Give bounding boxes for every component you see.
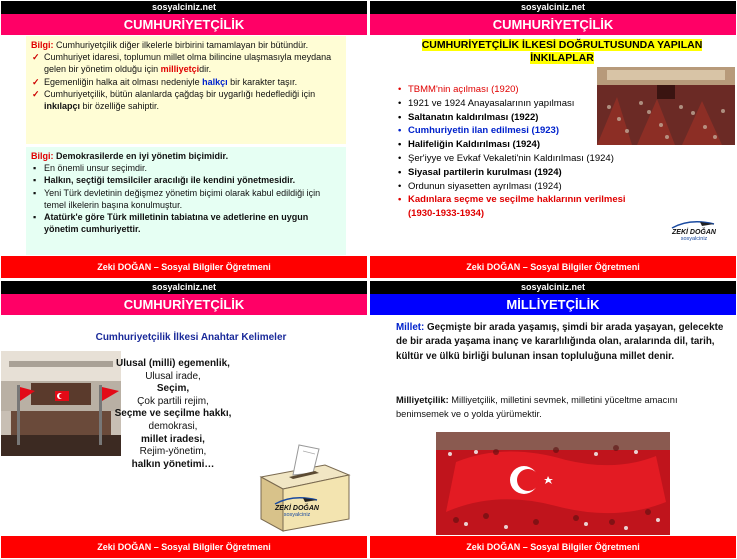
list-item: • 1921 ve 1924 Anayasalarının yapılması	[398, 97, 575, 109]
check-icon: ✓	[32, 88, 40, 99]
bullet-icon: •	[398, 139, 402, 151]
footer: Zeki DOĞAN – Sosyal Bilgiler Öğretmeni	[370, 536, 736, 558]
milliyetcilik-label: Milliyetçilik:	[396, 395, 449, 405]
slide-cumhuriyetcilik-2	[370, 1, 736, 278]
flag-crowd-photo	[436, 432, 670, 535]
keyword: millet iradesi,	[141, 433, 205, 445]
slide-title: CUMHURİYETÇİLİK	[370, 14, 736, 35]
list-item: • Siyasal partilerin kurulması (1924)	[398, 166, 562, 178]
list-item: ▪ En önemli unsur seçimdir.	[33, 163, 148, 174]
keywords-list	[103, 358, 243, 471]
list-item: • Kadınlara seçme ve seçilme haklarının verilmesi	[398, 194, 626, 206]
info-intro: Bilgi: Demokrasilerde en iyi yönetim biçimidir.	[31, 151, 229, 161]
bullet-icon: •	[398, 125, 402, 137]
info-intro: Bilgi: Cumhuriyetçilik diğer ilkelerle birbirini tamamlayan bir bütündür.	[31, 40, 309, 50]
check-icon: ✓	[32, 52, 40, 63]
footer: Zeki DOĞAN – Sosyal Bilgiler Öğretmeni	[1, 536, 367, 558]
list-item: • Halifeliğin Kaldırılması (1924)	[398, 139, 540, 151]
list-item: • Ordunun siyasetten ayrılması (1924)	[398, 180, 562, 192]
list-item: • Şer'iyye ve Evkaf Vekaleti'nin Kaldırılması (1924)	[398, 152, 614, 164]
list-item: ▪ Halkın, seçtiği temsilciler aracılığı ile kendini yönetmesidir.	[33, 175, 296, 186]
slide-title: CUMHURİYETÇİLİK	[1, 14, 367, 35]
square-bullet-icon: ▪	[33, 163, 37, 174]
bullet-list	[31, 162, 341, 235]
keyword: Çok partili rejim,	[137, 395, 209, 407]
square-bullet-icon: ▪	[33, 212, 37, 223]
list-item: ▪ Atatürk'e göre Türk milletinin tabiatına ve adetlerine en uygun yönetim cumhuriyettir.	[33, 212, 309, 235]
site-header: sosyalciniz.net	[370, 281, 736, 294]
info-box-1	[26, 36, 346, 144]
info-label: Bilgi:	[31, 40, 54, 50]
reforms-list	[398, 83, 733, 221]
bullet-icon: •	[398, 111, 402, 123]
author-logo: ZEKİ DOĞAN sosyalciniz	[666, 220, 722, 244]
footer: Zeki DOĞAN – Sosyal Bilgiler Öğretmeni	[1, 256, 367, 278]
square-bullet-icon: ▪	[33, 175, 37, 186]
keyword: Ulusal (milli) egemenlik,	[116, 358, 230, 369]
author-logo: ZEKİ DOĞAN sosyalciniz	[269, 496, 325, 520]
list-item: • Saltanatın kaldırılması (1922)	[398, 111, 539, 123]
keyword: Seçme ve seçilme hakkı,	[114, 408, 232, 420]
list-item: ✓ Cumhuriyet idaresi, toplumun millet olma bilincine ulaşmasıyla meydana gelen bir yönetim olduğu için milliyetçidir.	[32, 52, 332, 75]
slide-title: CUMHURİYETÇİLİK	[1, 294, 367, 315]
bullet-icon: •	[398, 152, 402, 164]
bullet-icon: •	[398, 97, 402, 109]
list-item-continued: (1930-1933-1934)	[408, 208, 485, 220]
info-label: Bilgi:	[31, 151, 54, 161]
slide-cumhuriyetcilik-1	[1, 1, 367, 278]
square-bullet-icon: ▪	[33, 187, 37, 198]
keyword: Rejim-yönetim,	[139, 446, 207, 458]
list-item: ▪ Yeni Türk devletinin değişmez yönetim biçimi olarak kabul edildiği için temel ilkelerin başına konulmuştur.	[33, 187, 321, 210]
bullet-icon: •	[398, 166, 402, 178]
check-list	[31, 51, 341, 112]
footer: Zeki DOĞAN – Sosyal Bilgiler Öğretmeni	[370, 256, 736, 278]
keyword: demokrasi,	[148, 420, 198, 432]
bullet-icon: •	[398, 84, 402, 95]
site-header: sosyalciniz.net	[1, 281, 367, 294]
list-item: ✓ Cumhuriyetçilik, bütün alanlarda çağdaş bir uygarlığı hedeflediği için inkılapçı bir özelliğe sahiptir.	[32, 88, 316, 112]
keyword: halkın yönetimi…	[131, 458, 215, 470]
milliyetcilik-definition: Milliyetçilik: Milliyetçilik, milletini sevmek, milletini yüceltme amacını benimsemek ve o yolda yürümektir.	[396, 395, 678, 419]
bullet-icon: •	[398, 180, 402, 192]
bullet-icon: •	[398, 194, 402, 206]
list-item: • TBMM'nin açılması (1920)	[398, 84, 519, 95]
keyword: Seçim,	[156, 383, 190, 395]
list-item: • Cumhuriyetin ilan edilmesi (1923)	[398, 125, 559, 137]
info-box-2	[26, 147, 346, 255]
keywords-heading: Cumhuriyetçilik İlkesi Anahtar Kelimeler	[95, 332, 287, 343]
site-header: sosyalciniz.net	[1, 1, 367, 14]
site-header: sosyalciniz.net	[370, 1, 736, 14]
slide-cumhuriyetcilik-3	[1, 281, 367, 558]
keyword: Ulusal irade,	[145, 370, 201, 382]
millet-label: Millet:	[396, 322, 425, 333]
reforms-heading: CUMHURİYETÇİLİK İLKESİ DOĞRULTUSUNDA YAPILAN İNKILAPLAR	[421, 39, 703, 64]
check-icon: ✓	[32, 76, 40, 87]
millet-definition: Millet: Geçmişte bir arada yaşamış, şimdi bir arada yaşayan, gelecekte de bir arada yaşama inanç ve kararlılığında olan, aralarında dil, tarih, kültür ve ülkü birliği bulunan insan topluluğuna millet denir.	[396, 322, 724, 362]
slide-milliyetcilik	[370, 281, 736, 558]
list-item: ✓ Egemenliğin halka ait olması nedeniyle halkçı bir karakter taşır.	[32, 76, 298, 87]
slide-title: MİLLİYETÇİLİK	[370, 294, 736, 315]
